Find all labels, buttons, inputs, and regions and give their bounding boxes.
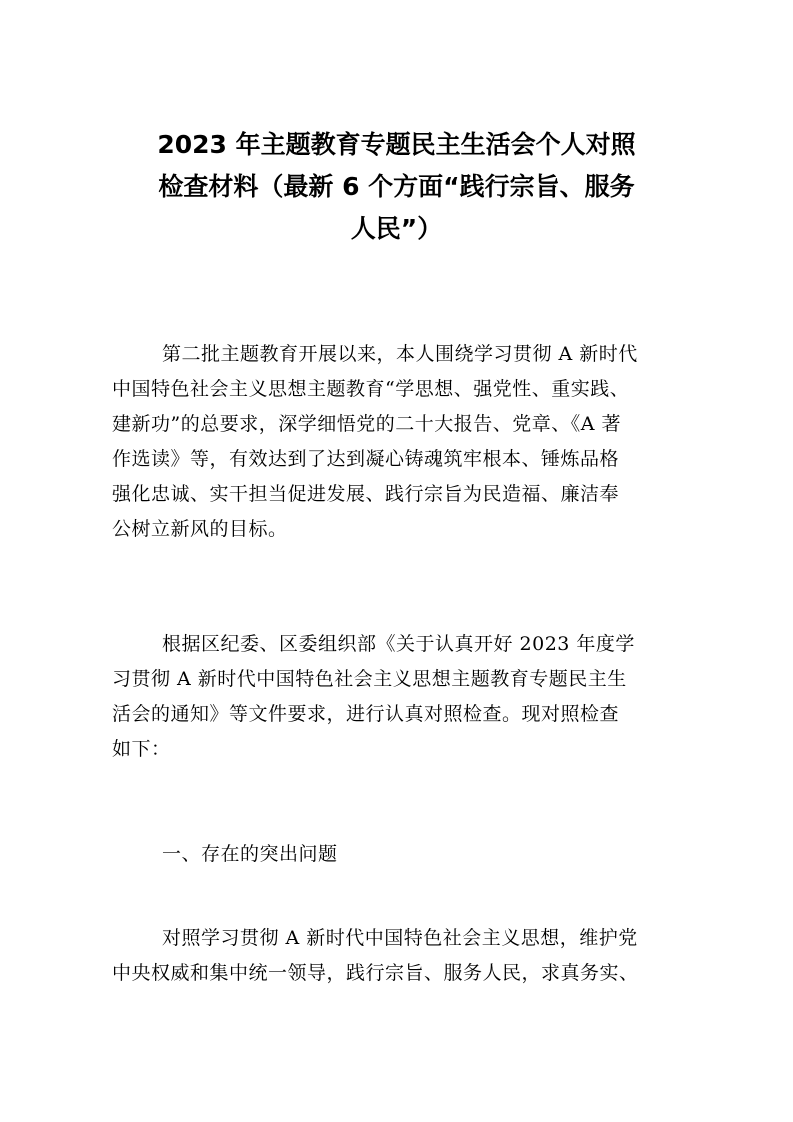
text-line: 强化忠诚、实干担当促进发展、践行宗旨为民造福、廉洁奉 [112, 483, 620, 505]
text-line: 作选读》等，有效达到了达到凝心铸魂筑牢根本、锤炼品格 [112, 448, 620, 470]
text-line: 根据区纪委、区委组织部《关于认真开好 2023 年度学 [162, 633, 635, 655]
text-line: 活会的通知》等文件要求，进行认真对照检查。现对照检查 [112, 703, 620, 725]
text-line: 一、存在的突出问题 [162, 843, 338, 865]
text-line: 习贯彻 A 新时代中国特色社会主义思想主题教育专题民主生 [112, 668, 627, 690]
title-line: 2023 年主题教育专题民主生活会个人对照 [157, 130, 636, 159]
text-line: 对照学习贯彻 A 新时代中国特色社会主义思想，维护党 [162, 927, 638, 949]
text-line: 中央权威和集中统一领导，践行宗旨、服务人民，求真务实、 [112, 962, 639, 984]
paragraph-intro [112, 337, 687, 547]
document-title [110, 124, 683, 250]
text-line: 中国特色社会主义思想主题教育“学思想、强党性、重实践、 [112, 378, 630, 400]
section-heading [112, 837, 687, 872]
text-line: 第二批主题教育开展以来，本人围绕学习贯彻 A 新时代 [162, 343, 638, 365]
title-line: 检查材料（最新 6 个方面“践行宗旨、服务 [158, 172, 635, 201]
paragraph-basis [112, 627, 687, 767]
text-line: 如下： [112, 738, 171, 760]
text-line: 公树立新风的目标。 [112, 518, 288, 540]
paragraph-problems [112, 921, 687, 991]
text-line: 建新功”的总要求，深学细悟党的二十大报告、党章、《A 著 [112, 413, 621, 435]
title-line: 人民”） [350, 214, 443, 243]
